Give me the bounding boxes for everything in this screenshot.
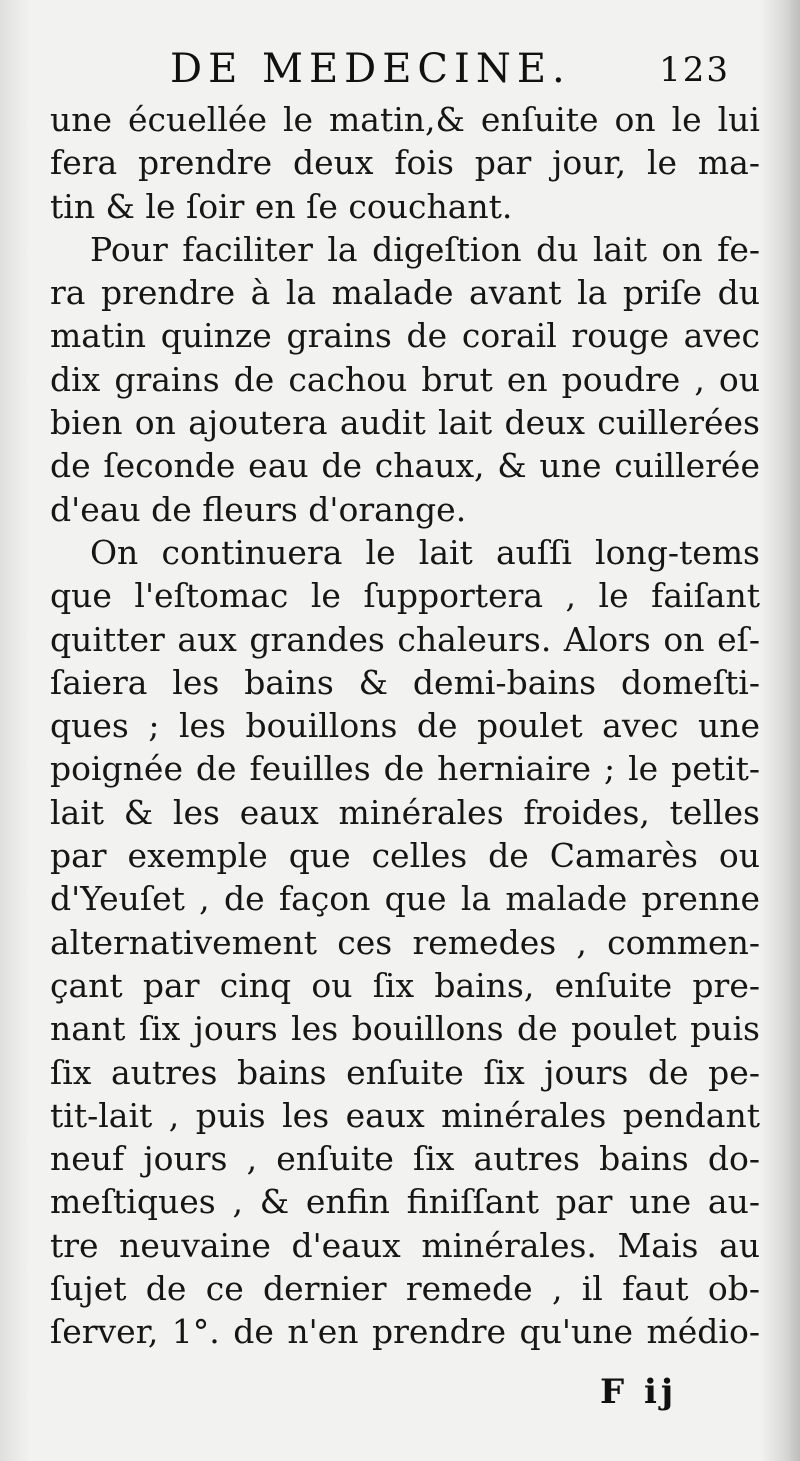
text-line: Pour faciliter la digeſtion du lait on fe- <box>90 229 760 269</box>
text-line: bien on ajoutera audit lait deux cuillerées <box>50 403 760 443</box>
text-line: ſaiera les bains & demi-bains domeſti- <box>50 662 760 702</box>
text-line: lait & les eaux minérales froides, telles <box>50 792 760 832</box>
text-line: d'eau de fleurs d'orange. <box>50 489 467 529</box>
text-line: de ſeconde eau de chaux, & une cuillerée <box>50 446 760 486</box>
text-line: poignée de feuilles de herniaire ; le petit- <box>50 749 760 789</box>
page-left-edge <box>0 0 30 1461</box>
text-line: neuf jours , enſuite ſix autres bains do- <box>50 1139 760 1179</box>
body-text <box>50 98 760 1354</box>
text-line: alternativement ces remedes , commen- <box>50 922 760 962</box>
text-line: que l'eſtomac le ſupportera , le faiſant <box>50 576 760 616</box>
binding-shadow <box>760 0 800 1461</box>
signature-mark: F ij <box>600 1372 678 1412</box>
text-line: ſujet de ce dernier remede , il faut ob- <box>50 1269 760 1309</box>
text-line: d'Yeuſet , de façon que la malade prenne <box>50 879 760 919</box>
text-line: matin quinze grains de corail rouge avec <box>50 316 760 356</box>
text-line: tre neuvaine d'eaux minérales. Mais au <box>50 1225 760 1265</box>
text-line: dix grains de cachou brut en poudre , ou <box>50 359 760 399</box>
text-line: nant ſix jours les bouillons de poulet puis <box>50 1009 760 1049</box>
text-line: On continuera le lait auſſi long-tems <box>90 532 760 572</box>
text-line: tin & le ſoir en ſe couchant. <box>50 186 513 226</box>
text-line: çant par cinq ou ſix bains, enſuite pre- <box>50 965 760 1005</box>
page-header <box>170 46 730 106</box>
text-line: ſerver, 1°. de n'en prendre qu'une médio- <box>50 1312 760 1352</box>
text-line: meſtiques , & enfin finiſſant par une au- <box>50 1182 760 1222</box>
text-line: ra prendre à la malade avant la priſe du <box>50 273 760 313</box>
page-number: 123 <box>659 50 730 90</box>
text-line: quitter aux grandes chaleurs. Alors on eſ- <box>50 619 760 659</box>
text-line: tit-lait , puis les eaux minérales pendant <box>50 1095 760 1135</box>
text-line: fera prendre deux fois par jour, le ma- <box>50 143 760 183</box>
text-line: ques ; les bouillons de poulet avec une <box>50 706 760 746</box>
text-line: une écuellée le matin,& enſuite on le lui <box>50 100 760 139</box>
text-line: par exemple que celles de Camarès ou <box>50 836 760 876</box>
text-line: ſix autres bains enſuite ſix jours de pe- <box>50 1052 760 1092</box>
running-head: DE MEDECINE. <box>170 46 571 92</box>
